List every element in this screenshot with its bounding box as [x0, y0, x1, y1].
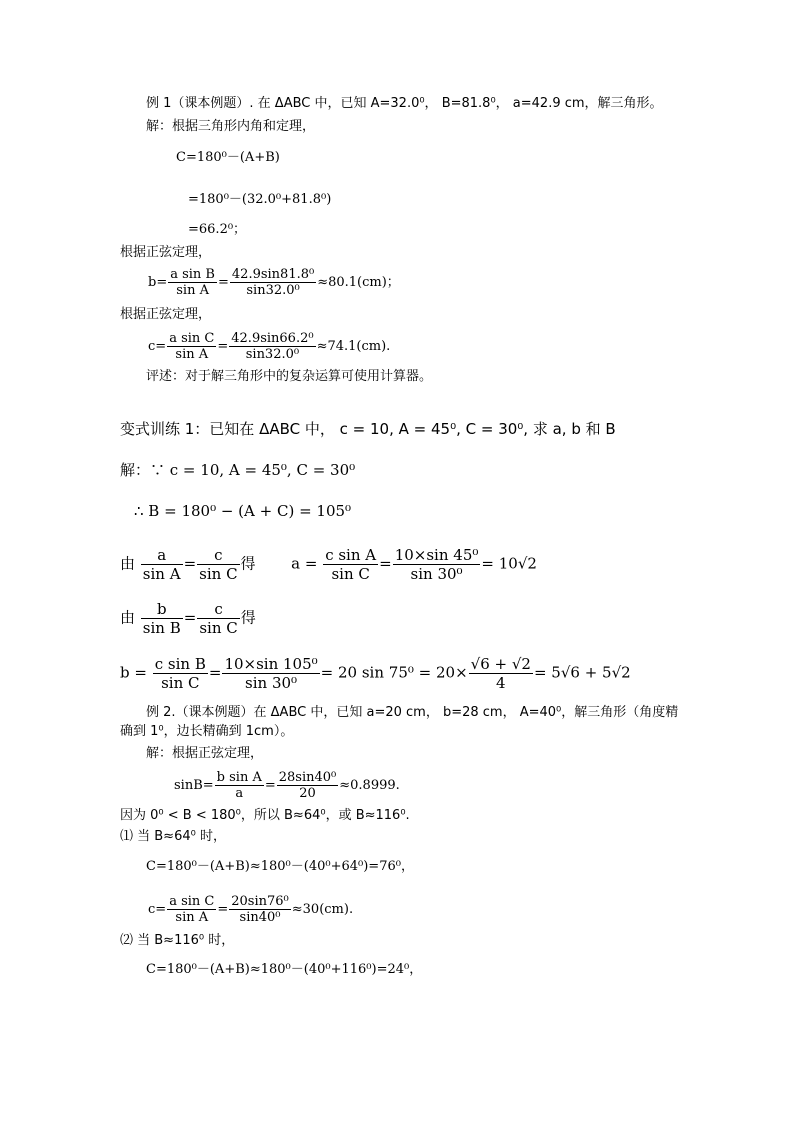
numerator: c: [197, 546, 239, 565]
denominator: sin A: [176, 283, 209, 298]
result: ≈74.1(cm).: [316, 339, 391, 354]
numerator: a sin C: [169, 894, 215, 909]
fraction: [168, 267, 217, 298]
fraction: [167, 894, 216, 925]
result: ≈80.1(cm)；: [317, 275, 400, 290]
example2-title-line2: 确到 1⁰，边长精确到 1cm）。: [120, 724, 294, 739]
equation-b: b= $\frac{\text{a sin B}}{\text{sin A}}$ = $\frac{\text{42.9sin81.8⁰}}{\text{sin32.0⁰}}$ ≈80.1(cm)；: [148, 267, 400, 298]
equation-line: =180⁰－(32.0⁰+81.8⁰): [188, 192, 332, 207]
example1-title: 例 1（课本例题）. 在 ΔABC 中，已知 A=32.0⁰， B=81.8⁰， a=42.9 cm，解三角形。: [146, 96, 663, 111]
text-de: 得: [240, 554, 256, 573]
numerator: 10×sin 45⁰: [394, 546, 479, 564]
denominator: sin C: [161, 674, 200, 692]
case1-angle-c: C=180⁰－(A+B)≈180⁰－(40⁰+64⁰)=76⁰，: [146, 859, 414, 874]
text-you: 由: [120, 554, 136, 573]
numerator: c: [197, 600, 239, 619]
lhs: b =: [120, 663, 147, 682]
variant1-title: 变式训练 1：已知在 ΔABC 中， c = 10, A = 45⁰, C = 30⁰, 求 a, b 和 B: [120, 420, 616, 438]
example1-solution-intro: 解：根据三角形内角和定理，: [146, 119, 316, 134]
numerator: b sin A: [216, 770, 262, 785]
case2-heading: ⑵ 当 B≈116⁰ 时，: [120, 933, 235, 948]
comment: 评述：对于解三角形中的复杂运算可使用计算器。: [146, 369, 433, 384]
result: = 5√6 + 5√2: [533, 663, 631, 682]
numerator: c sin B: [154, 655, 206, 673]
numerator: 42.9sin81.8⁰: [231, 267, 315, 282]
numerator: b: [141, 600, 183, 619]
angle-range: 因为 0⁰ < B < 180⁰，所以 B≈64⁰，或 B≈116⁰.: [120, 808, 410, 823]
case1-heading: ⑴ 当 B≈64⁰ 时，: [120, 829, 226, 844]
fraction: [323, 546, 378, 583]
fraction: [197, 546, 239, 583]
equation-sinb: sinB= $\frac{\text{b sin A}}{a}$ = $\frac{\text{28sin40⁰}}{20}$ ≈0.8999.: [174, 770, 400, 801]
lhs: sinB=: [174, 778, 214, 793]
fraction: [222, 655, 319, 692]
lhs: a =: [291, 554, 318, 573]
fraction: [229, 331, 315, 362]
equation-c: c= $\frac{\text{a sin C}}{\text{sin A}}$ = $\frac{\text{42.9sin66.2⁰}}{\text{sin32.0⁰}}$ ≈74.1(cm).: [148, 331, 391, 362]
numerator: 42.9sin66.2⁰: [231, 331, 314, 346]
ratio-equation-a: 由 $\frac{a}{\text{sin A}}$ = $\frac{c}{\text{sin C}}$ 得 a = $\frac{\text{c sin A}}{\text{sin C}}$ = $\frac{\text{10×sin 45⁰}}{\text{sin 30⁰}}$ = 10√2: [120, 546, 537, 583]
fraction: [469, 655, 533, 692]
denominator: sin 30⁰: [410, 565, 463, 583]
equation-line: =66.2⁰；: [188, 222, 247, 237]
ratio-equation-b: 由 $\frac{b}{\text{sin B}}$ = $\frac{c}{\text{sin C}}$ 得: [120, 600, 256, 637]
text-de: 得: [240, 608, 256, 627]
denominator: sin A: [175, 910, 209, 925]
sine-law-label: 根据正弦定理，: [120, 307, 212, 322]
equation-line: C=180⁰－(A+B): [176, 150, 280, 165]
denominator: sin A: [175, 347, 209, 362]
denominator: sin40⁰: [239, 910, 281, 925]
lhs: c=: [148, 902, 167, 917]
fraction: [153, 655, 208, 692]
equation-b-expanded: b = $\frac{\text{c sin B}}{\text{sin C}}$ = $\frac{\text{10×sin 105⁰}}{\text{sin 30⁰}}$ = 20 sin 75⁰ = 20× $\frac{√6 + √2}{4}$ = 5√6 + 5√2: [120, 655, 631, 692]
example2-solution-intro: 解：根据正弦定理，: [146, 746, 264, 761]
denominator: sin 30⁰: [245, 674, 298, 692]
denominator: sin A: [142, 565, 181, 583]
numerator: c sin A: [325, 546, 377, 564]
fraction: [229, 894, 291, 925]
numerator: a sin C: [169, 331, 215, 346]
numerator: 20sin76⁰: [231, 894, 289, 909]
lhs: c=: [148, 339, 167, 354]
denominator: sin C: [199, 565, 238, 583]
denominator: 20: [299, 786, 316, 801]
fraction: [141, 546, 183, 583]
numerator: 28sin40⁰: [278, 770, 337, 785]
numerator: a: [141, 546, 183, 565]
result: = 10√2: [481, 554, 537, 573]
denominator: sin C: [331, 565, 370, 583]
numerator: 10×sin 105⁰: [224, 655, 318, 673]
denominator: sin C: [199, 619, 238, 637]
result: ≈0.8999.: [339, 778, 400, 793]
fraction: [141, 600, 183, 637]
fraction: [197, 600, 239, 637]
text-you: 由: [120, 608, 136, 627]
numerator: √6 + √2: [470, 655, 531, 673]
denominator: 4: [496, 674, 506, 692]
variant1-given: 解：∵ c = 10, A = 45⁰, C = 30⁰: [120, 461, 356, 479]
denominator: sin32.0⁰: [246, 283, 300, 298]
variant1-angle-b: ∴ B = 180⁰ − (A + C) = 105⁰: [134, 502, 352, 520]
numerator: a sin B: [170, 267, 215, 282]
case2-angle-c: C=180⁰－(A+B)≈180⁰－(40⁰+116⁰)=24⁰，: [146, 962, 423, 977]
sine-law-label: 根据正弦定理，: [120, 245, 212, 260]
denominator: sin B: [142, 619, 181, 637]
fraction: [230, 267, 316, 298]
middle: = 20 sin 75⁰ = 20×: [320, 663, 468, 682]
denominator: sin32.0⁰: [245, 347, 300, 362]
fraction: [167, 331, 216, 362]
denominator: a: [235, 786, 244, 801]
result: ≈30(cm).: [291, 902, 354, 917]
fraction: [215, 770, 264, 801]
lhs: b=: [148, 275, 168, 290]
example2-title-line1: 例 2.（课本例题）在 ΔABC 中，已知 a=20 cm， b=28 cm， A=40⁰，解三角形（角度精: [146, 705, 679, 720]
fraction: [393, 546, 481, 583]
fraction: [277, 770, 339, 801]
case1-side-c: c= $\frac{\text{a sin C}}{\text{sin A}}$ = $\frac{\text{20sin76⁰}}{\text{sin40⁰}}$ ≈30(cm).: [148, 894, 354, 925]
